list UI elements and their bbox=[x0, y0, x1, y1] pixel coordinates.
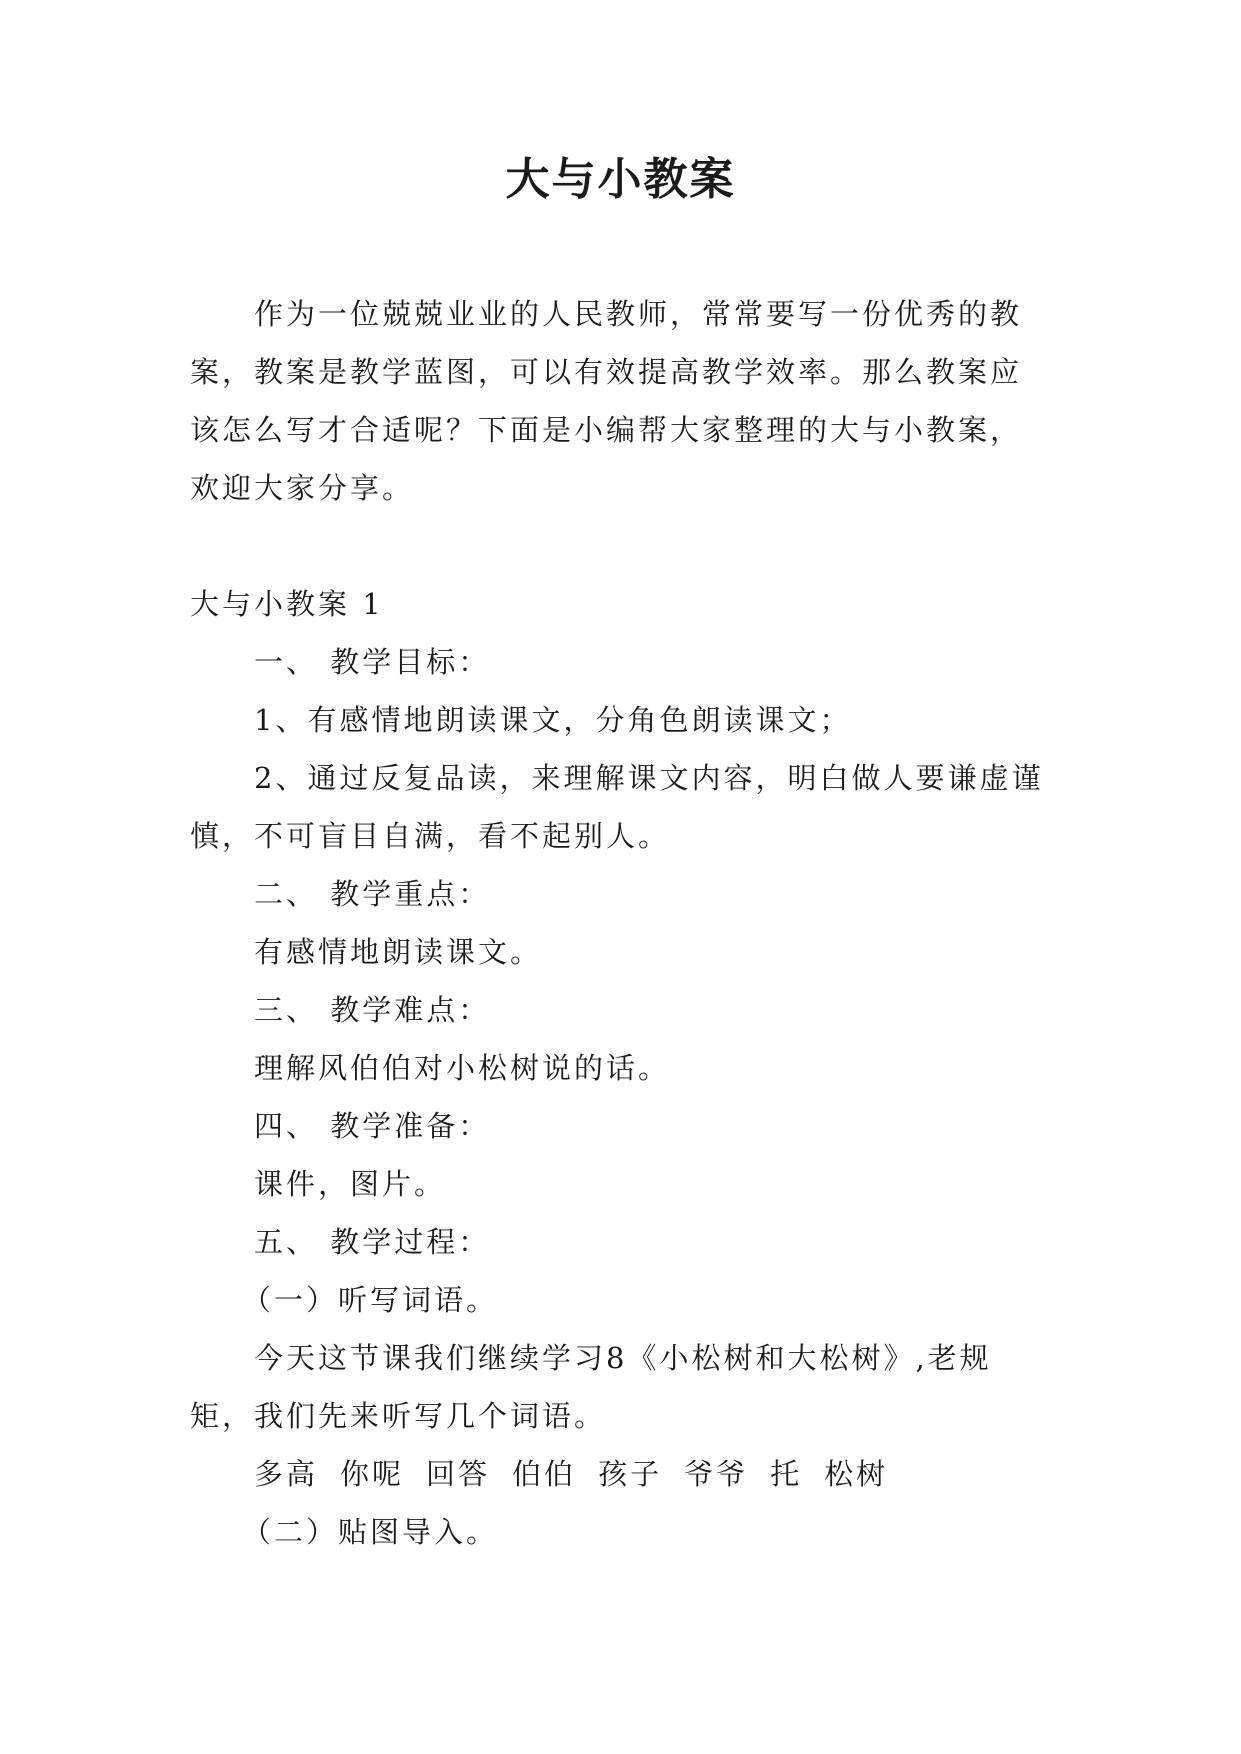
difficulty-heading: 三、 教学难点： bbox=[254, 993, 491, 1027]
dictation-word-list bbox=[190, 1445, 1052, 1503]
dictation-word: 松树 bbox=[824, 1457, 889, 1491]
goal-item-2: 2、通过反复品读，来理解课文内容，明白做人要谦虚谨慎，不可盲目自满，看不起别人。 bbox=[190, 761, 1044, 853]
dictation-word: 伯伯 bbox=[512, 1457, 577, 1491]
section-heading: 大与小教案 1 bbox=[190, 587, 384, 621]
key-point-heading: 二、 教学重点： bbox=[254, 877, 491, 911]
dictation-word: 多高 bbox=[254, 1457, 319, 1491]
preparation-text: 课件，图片。 bbox=[254, 1167, 447, 1201]
step-1-text: 今天这节课我们继续学习8《小松树和大松树》,老规矩，我们先来听写几个词语。 bbox=[190, 1341, 992, 1433]
document-title: 大与小教案 bbox=[505, 154, 736, 205]
intro-paragraph: 作为一位兢兢业业的人民教师，常常要写一份优秀的教案，教案是教学蓝图，可以有效提高教学效率。那么教案应该怎么写才合适呢？下面是小编帮大家整理的大与小教案，欢迎大家分享。 bbox=[190, 297, 1023, 505]
step-2-heading: （二）贴图导入。 bbox=[242, 1515, 499, 1549]
difficulty-text: 理解风伯伯对小松树说的话。 bbox=[254, 1051, 671, 1085]
dictation-word: 孩子 bbox=[598, 1457, 663, 1491]
lesson-plan-section bbox=[190, 575, 1052, 1561]
goal-item-1: 1、有感情地朗读课文，分角色朗读课文； bbox=[254, 703, 852, 737]
intro-block bbox=[190, 285, 1052, 517]
goal-heading: 一、 教学目标： bbox=[254, 645, 491, 679]
dictation-word: 回答 bbox=[426, 1457, 491, 1491]
key-point-text: 有感情地朗读课文。 bbox=[254, 935, 543, 969]
step-1-heading: （一）听写词语。 bbox=[242, 1283, 499, 1317]
preparation-heading: 四、 教学准备： bbox=[254, 1109, 491, 1143]
dictation-word: 爷爷 bbox=[684, 1457, 749, 1491]
dictation-word: 托 bbox=[770, 1457, 803, 1491]
dictation-word: 你呢 bbox=[340, 1457, 405, 1491]
process-heading: 五、 教学过程： bbox=[254, 1225, 491, 1259]
